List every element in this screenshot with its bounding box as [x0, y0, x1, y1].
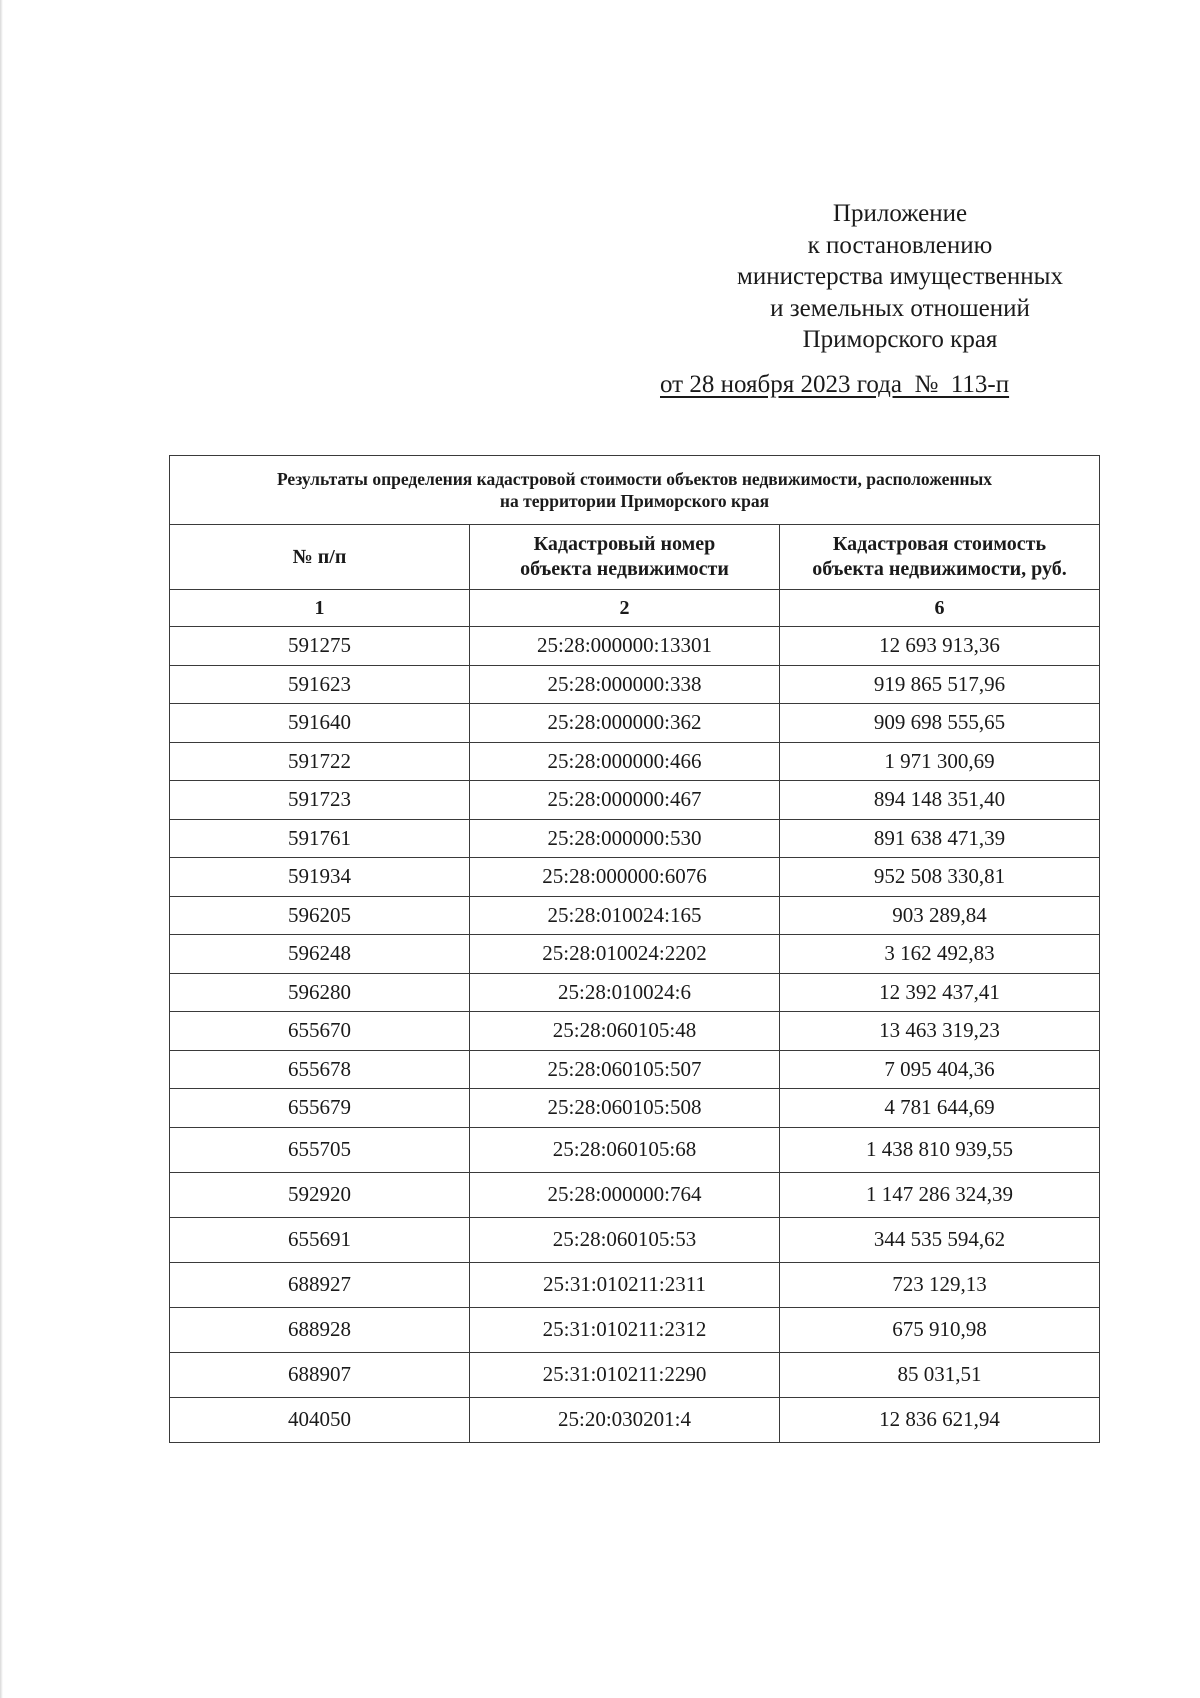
row-number-cell: 591722	[170, 742, 470, 781]
column-number: 2	[470, 590, 780, 627]
resolution-date	[660, 370, 1080, 400]
cadastral-number-cell: 25:31:010211:2290	[470, 1352, 780, 1397]
cadastral-number-cell: 25:28:060105:48	[470, 1012, 780, 1051]
header-line: министерства имущественных	[737, 263, 1063, 290]
header-line: к постановлению	[807, 231, 993, 259]
cadastral-number-cell: 25:28:000000:764	[470, 1172, 780, 1217]
table-row	[170, 858, 1100, 897]
cadastral-value-cell: 1 971 300,69	[780, 742, 1100, 781]
cadastral-number-cell: 25:28:010024:6	[470, 973, 780, 1012]
cadastral-number-cell: 25:28:000000:530	[470, 819, 780, 858]
resolution-date-text: от 28 ноября 2023 года № 113-п	[660, 371, 1010, 398]
cadastral-value-cell: 903 289,84	[780, 896, 1100, 935]
row-number-cell: 596205	[170, 896, 470, 935]
cadastral-number-cell: 25:28:000000:6076	[470, 858, 780, 897]
table-row	[170, 781, 1100, 820]
row-number-cell: 688928	[170, 1307, 470, 1352]
table-row	[170, 1352, 1100, 1397]
column-header-cadastral-number	[470, 525, 780, 590]
column-number: 1	[170, 590, 470, 627]
cadastral-number-cell: 25:28:060105:507	[470, 1050, 780, 1089]
table-row	[170, 704, 1100, 743]
scan-edge	[0, 0, 3, 1698]
cadastral-number-cell: 25:28:060105:53	[470, 1217, 780, 1262]
column-header-text: объекта недвижимости	[520, 558, 729, 580]
table-body	[170, 627, 1100, 1443]
table-row	[170, 627, 1100, 666]
row-number-cell: 591275	[170, 627, 470, 666]
cadastral-number-cell: 25:28:000000:467	[470, 781, 780, 820]
cadastral-number-cell: 25:28:010024:165	[470, 896, 780, 935]
cadastral-value-cell: 952 508 330,81	[780, 858, 1100, 897]
table-row	[170, 665, 1100, 704]
row-number-cell: 655679	[170, 1089, 470, 1128]
column-header-cadastral-value	[780, 525, 1100, 590]
cadastral-value-cell: 344 535 594,62	[780, 1217, 1100, 1262]
cadastral-value-cell: 7 095 404,36	[780, 1050, 1100, 1089]
table-row	[170, 742, 1100, 781]
table-row	[170, 819, 1100, 858]
cadastral-value-cell: 723 129,13	[780, 1262, 1100, 1307]
row-number-cell: 655691	[170, 1217, 470, 1262]
cadastral-number-cell: 25:28:060105:68	[470, 1127, 780, 1172]
column-header-text: объекта недвижимости, руб.	[812, 558, 1067, 580]
row-number-cell: 591723	[170, 781, 470, 820]
row-number-cell: 591934	[170, 858, 470, 897]
cadastral-value-cell: 1 438 810 939,55	[780, 1127, 1100, 1172]
table-header-row	[170, 525, 1100, 590]
table-caption-line: на территории Приморского края	[499, 491, 770, 511]
cadastral-number-cell: 25:28:000000:338	[470, 665, 780, 704]
table-row	[170, 1262, 1100, 1307]
column-header-text: Кадастровый номер	[533, 533, 716, 555]
column-header-text: Кадастровая стоимость	[832, 533, 1047, 555]
cadastral-value-cell: 1 147 286 324,39	[780, 1172, 1100, 1217]
table-row	[170, 1089, 1100, 1128]
column-header-number	[170, 525, 470, 590]
cadastral-number-cell: 25:31:010211:2312	[470, 1307, 780, 1352]
header-line: Приложение	[832, 200, 968, 227]
table-row	[170, 973, 1100, 1012]
cadastral-number-cell: 25:28:010024:2202	[470, 935, 780, 974]
cadastral-value-cell: 891 638 471,39	[780, 819, 1100, 858]
row-number-cell: 688907	[170, 1352, 470, 1397]
row-number-cell: 655705	[170, 1127, 470, 1172]
cadastral-number-cell: 25:20:030201:4	[470, 1397, 780, 1442]
row-number-cell: 591623	[170, 665, 470, 704]
cadastral-value-cell: 4 781 644,69	[780, 1089, 1100, 1128]
cadastral-value-cell: 909 698 555,65	[780, 704, 1100, 743]
cadastral-value-cell: 85 031,51	[780, 1352, 1100, 1397]
header-line: Приморского края	[802, 326, 998, 353]
table-caption	[170, 456, 1100, 525]
cadastral-value-cell: 675 910,98	[780, 1307, 1100, 1352]
table-row	[170, 935, 1100, 974]
cadastral-value-cell: 894 148 351,40	[780, 781, 1100, 820]
table-row	[170, 1050, 1100, 1089]
cadastral-number-cell: 25:28:000000:362	[470, 704, 780, 743]
row-number-cell: 592920	[170, 1172, 470, 1217]
column-numbers-row	[170, 590, 1100, 627]
row-number-cell: 591640	[170, 704, 470, 743]
table-row	[170, 1172, 1100, 1217]
row-number-cell: 688927	[170, 1262, 470, 1307]
cadastral-value-cell: 12 836 621,94	[780, 1397, 1100, 1442]
cadastral-value-cell: 3 162 492,83	[780, 935, 1100, 974]
cadastral-value-cell: 12 693 913,36	[780, 627, 1100, 666]
cadastral-value-cell: 919 865 517,96	[780, 665, 1100, 704]
header-line: и земельных отношений	[770, 294, 1030, 322]
cadastral-number-cell: 25:31:010211:2311	[470, 1262, 780, 1307]
table-row	[170, 896, 1100, 935]
table-caption-line: Результаты определения кадастровой стоимости объектов недвижимости, расположенных	[276, 469, 993, 489]
row-number-cell: 655670	[170, 1012, 470, 1051]
cadastral-number-cell: 25:28:000000:13301	[470, 627, 780, 666]
row-number-cell: 404050	[170, 1397, 470, 1442]
row-number-cell: 596280	[170, 973, 470, 1012]
table-row	[170, 1217, 1100, 1262]
table-caption-row	[170, 456, 1100, 525]
cadastral-number-cell: 25:28:000000:466	[470, 742, 780, 781]
table-row	[170, 1397, 1100, 1442]
cadastral-number-cell: 25:28:060105:508	[470, 1089, 780, 1128]
row-number-cell: 591761	[170, 819, 470, 858]
table-row	[170, 1127, 1100, 1172]
cadastral-value-table	[169, 455, 1100, 1443]
table-row	[170, 1307, 1100, 1352]
row-number-cell: 655678	[170, 1050, 470, 1089]
table-row	[170, 1012, 1100, 1051]
cadastral-value-cell: 13 463 319,23	[780, 1012, 1100, 1051]
appendix-header	[700, 198, 1100, 356]
cadastral-value-cell: 12 392 437,41	[780, 973, 1100, 1012]
column-number: 6	[780, 590, 1100, 627]
column-header-text: № п/п	[292, 545, 347, 568]
row-number-cell: 596248	[170, 935, 470, 974]
